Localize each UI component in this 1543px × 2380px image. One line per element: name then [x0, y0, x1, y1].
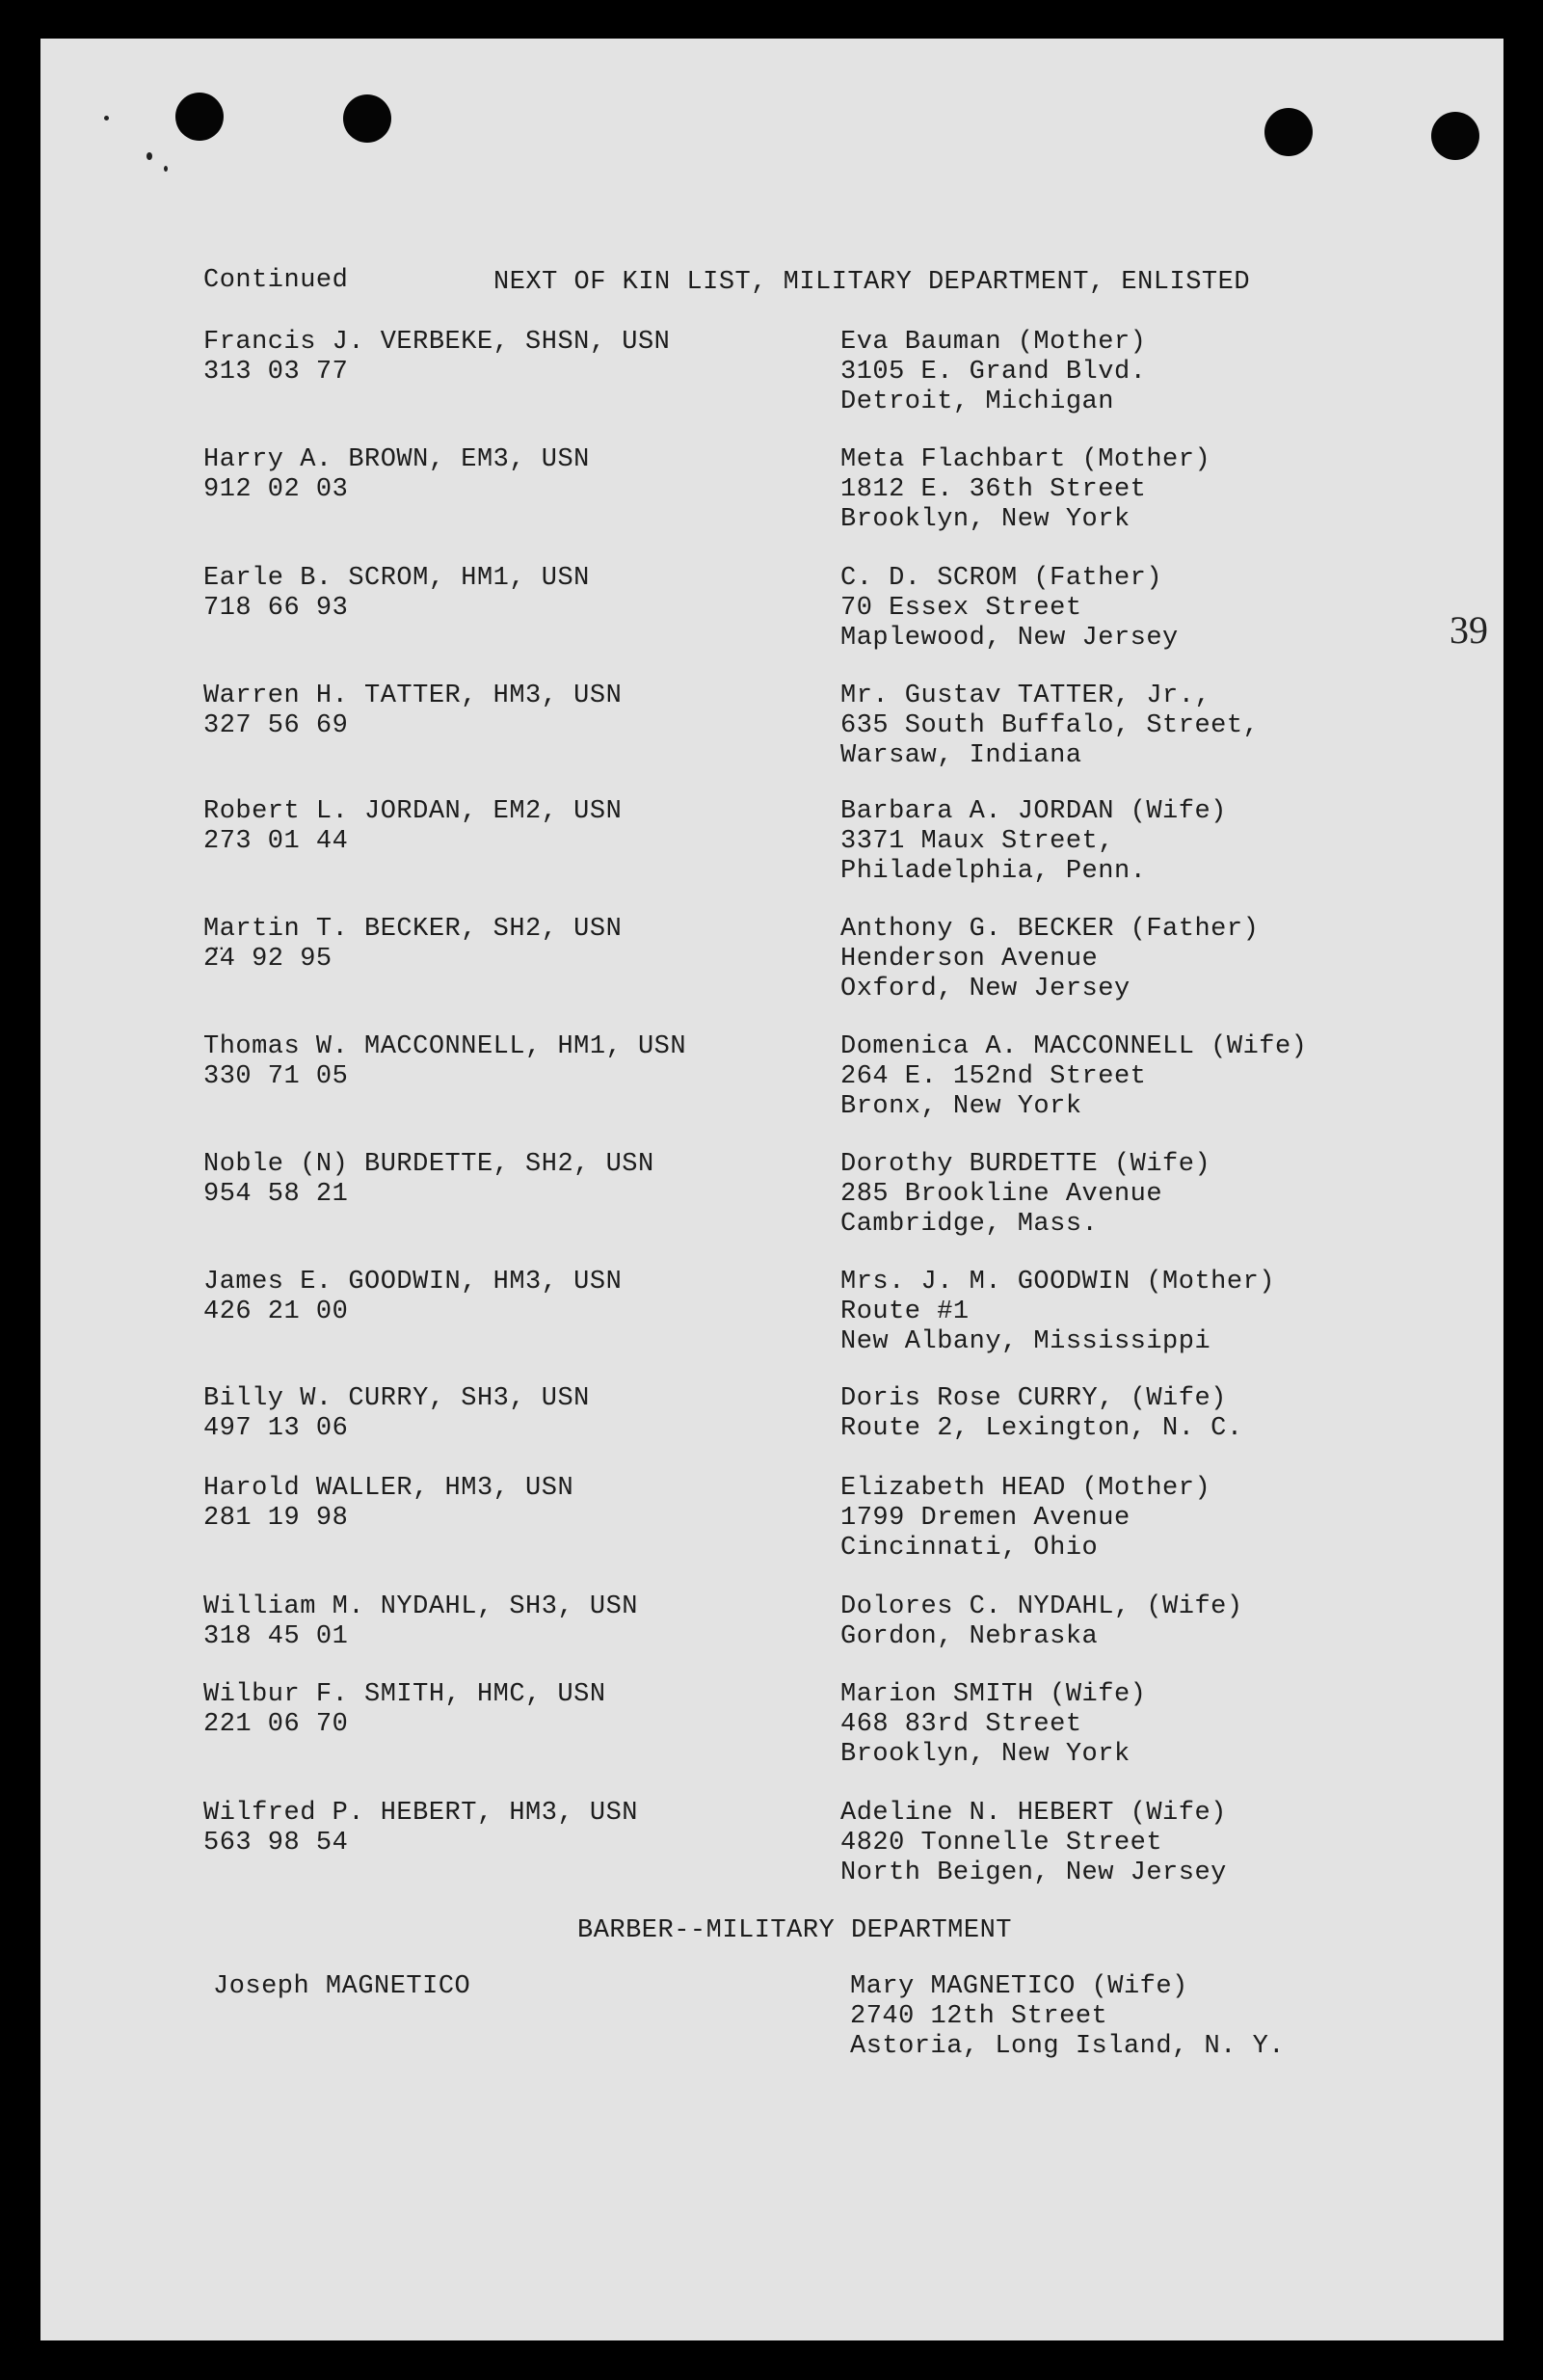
next-of-kin	[840, 1384, 1243, 1444]
kin-line: 264 E. 152nd Street	[840, 1062, 1147, 1091]
kin-entry	[40, 1680, 1503, 1777]
kin-entry	[40, 564, 1503, 660]
kin-entry	[40, 1384, 1503, 1481]
speck	[164, 166, 168, 172]
sailor-name: Warren H. TATTER, HM3, USN	[203, 682, 623, 710]
service-number: 718 66 93	[203, 594, 349, 623]
kin-entry	[40, 328, 1503, 424]
kin-entry	[40, 445, 1503, 542]
kin-entry	[40, 1592, 1503, 1689]
kin-entry	[40, 1032, 1503, 1129]
service-number: 563 98 54	[203, 1829, 349, 1858]
kin-line: New Albany, Mississippi	[840, 1327, 1211, 1356]
kin-line: 1812 E. 36th Street	[840, 475, 1147, 504]
kin-line: Henderson Avenue	[840, 945, 1099, 974]
kin-line: 3105 E. Grand Blvd.	[840, 358, 1147, 387]
service-number: 327 56 69	[203, 711, 349, 740]
kin-line: Bronx, New York	[840, 1092, 1082, 1121]
barber-name: Joseph MAGNETICO	[213, 1972, 471, 2001]
kin-line: 2740 12th Street	[850, 2002, 1108, 2031]
sailor-name: James E. GOODWIN, HM3, USN	[203, 1268, 623, 1297]
service-number: 426 21 00	[203, 1297, 349, 1326]
barber-kin	[850, 1972, 1285, 2062]
kin-line: Dolores C. NYDAHL, (Wife)	[840, 1592, 1243, 1621]
sailor-name: Martin T. BECKER, SH2, USN	[203, 915, 623, 944]
sailor-name: Thomas W. MACCONNELL, HM1, USN	[203, 1032, 687, 1061]
service-number: 954 58 21	[203, 1180, 349, 1209]
service-number: 912 02 03	[203, 475, 349, 504]
kin-line: Astoria, Long Island, N. Y.	[850, 2032, 1285, 2061]
kin-line: Dorothy BURDETTE (Wife)	[840, 1150, 1211, 1179]
kin-line: Meta Flachbart (Mother)	[840, 445, 1211, 474]
kin-entry	[40, 1474, 1503, 1570]
kin-line: Warsaw, Indiana	[840, 741, 1082, 770]
kin-line: North Beigen, New Jersey	[840, 1859, 1227, 1887]
sailor-name: Earle B. SCROM, HM1, USN	[203, 564, 590, 593]
next-of-kin	[840, 1268, 1275, 1357]
section-title: BARBER--MILITARY DEPARTMENT	[577, 1916, 1012, 1945]
next-of-kin	[840, 1032, 1307, 1122]
next-of-kin	[840, 1474, 1210, 1564]
kin-line: Elizabeth HEAD (Mother)	[840, 1474, 1211, 1503]
kin-line: 70 Essex Street	[840, 594, 1082, 623]
kin-line: 635 South Buffalo, Street,	[840, 711, 1260, 740]
kin-line: Gordon, Nebraska	[840, 1622, 1099, 1651]
next-of-kin	[840, 564, 1179, 654]
sailor-name: Robert L. JORDAN, EM2, USN	[203, 797, 623, 826]
header-title: NEXT OF KIN LIST, MILITARY DEPARTMENT, ENLISTED	[493, 268, 1251, 297]
sailor-name: Harry A. BROWN, EM3, USN	[203, 445, 590, 474]
punch-hole	[175, 93, 224, 141]
punch-hole	[343, 94, 391, 143]
kin-entry	[40, 797, 1503, 894]
punch-hole	[1264, 108, 1313, 156]
next-of-kin	[840, 1592, 1243, 1652]
kin-line: Adeline N. HEBERT (Wife)	[840, 1799, 1227, 1828]
kin-entry	[40, 682, 1503, 778]
kin-line: Mrs. J. M. GOODWIN (Mother)	[840, 1268, 1275, 1297]
sailor-name: Billy W. CURRY, SH3, USN	[203, 1384, 590, 1413]
kin-line: 285 Brookline Avenue	[840, 1180, 1163, 1209]
document-page	[40, 39, 1503, 2340]
kin-line: 1799 Dremen Avenue	[840, 1504, 1131, 1533]
next-of-kin	[840, 797, 1227, 887]
kin-line: Anthony G. BECKER (Father)	[840, 915, 1260, 944]
kin-line: Oxford, New Jersey	[840, 975, 1131, 1003]
service-number: 221 06 70	[203, 1710, 349, 1739]
sailor-name: Wilfred P. HEBERT, HM3, USN	[203, 1799, 638, 1828]
kin-line: Brooklyn, New York	[840, 1740, 1131, 1769]
kin-line: Brooklyn, New York	[840, 505, 1131, 534]
header-continued: Continued	[203, 266, 349, 295]
sailor-name: Noble (N) BURDETTE, SH2, USN	[203, 1150, 654, 1179]
service-number: 497 13 06	[203, 1414, 349, 1443]
service-number: 318 45 01	[203, 1622, 349, 1651]
kin-line: 4820 Tonnelle Street	[840, 1829, 1163, 1858]
kin-line: Doris Rose CURRY, (Wife)	[840, 1384, 1227, 1413]
kin-line: Eva Bauman (Mother)	[840, 328, 1147, 357]
kin-line: Marion SMITH (Wife)	[840, 1680, 1147, 1709]
service-number: 2̈4 92 95	[203, 945, 333, 974]
next-of-kin	[840, 1680, 1146, 1770]
sailor-name: William M. NYDAHL, SH3, USN	[203, 1592, 638, 1621]
next-of-kin	[840, 1799, 1227, 1888]
kin-line: Philadelphia, Penn.	[840, 857, 1147, 886]
next-of-kin	[840, 682, 1259, 771]
kin-line: Cincinnati, Ohio	[840, 1534, 1099, 1563]
kin-line: C. D. SCROM (Father)	[840, 564, 1163, 593]
kin-entry	[40, 1150, 1503, 1246]
service-number: 313 03 77	[203, 358, 349, 387]
kin-line: Maplewood, New Jersey	[840, 624, 1179, 653]
kin-line: Route 2, Lexington, N. C.	[840, 1414, 1243, 1443]
next-of-kin	[840, 328, 1146, 417]
kin-entry	[40, 1268, 1503, 1364]
kin-line: Cambridge, Mass.	[840, 1210, 1099, 1239]
kin-line: 3371 Maux Street,	[840, 827, 1114, 856]
kin-line: Route #1	[840, 1297, 970, 1326]
next-of-kin	[840, 1150, 1210, 1240]
sailor-name: Francis J. VERBEKE, SHSN, USN	[203, 328, 671, 357]
kin-line: 468 83rd Street	[840, 1710, 1082, 1739]
speck	[104, 116, 109, 120]
sailor-name: Wilbur F. SMITH, HMC, USN	[203, 1680, 606, 1709]
next-of-kin	[840, 445, 1210, 535]
kin-line: Barbara A. JORDAN (Wife)	[840, 797, 1227, 826]
service-number: 330 71 05	[203, 1062, 349, 1091]
sailor-name: Harold WALLER, HM3, USN	[203, 1474, 574, 1503]
kin-line: Mary MAGNETICO (Wife)	[850, 1972, 1188, 2001]
next-of-kin	[840, 915, 1259, 1004]
speck	[146, 152, 152, 160]
kin-entry	[40, 915, 1503, 1011]
kin-line: Detroit, Michigan	[840, 388, 1114, 416]
service-number: 281 19 98	[203, 1504, 349, 1533]
kin-entry	[40, 1799, 1503, 1895]
service-number: 273 01 44	[203, 827, 349, 856]
punch-hole	[1431, 112, 1479, 160]
kin-line: Mr. Gustav TATTER, Jr.,	[840, 682, 1211, 710]
margin-page-mark: 39	[1450, 608, 1488, 652]
kin-line: Domenica A. MACCONNELL (Wife)	[840, 1032, 1308, 1061]
